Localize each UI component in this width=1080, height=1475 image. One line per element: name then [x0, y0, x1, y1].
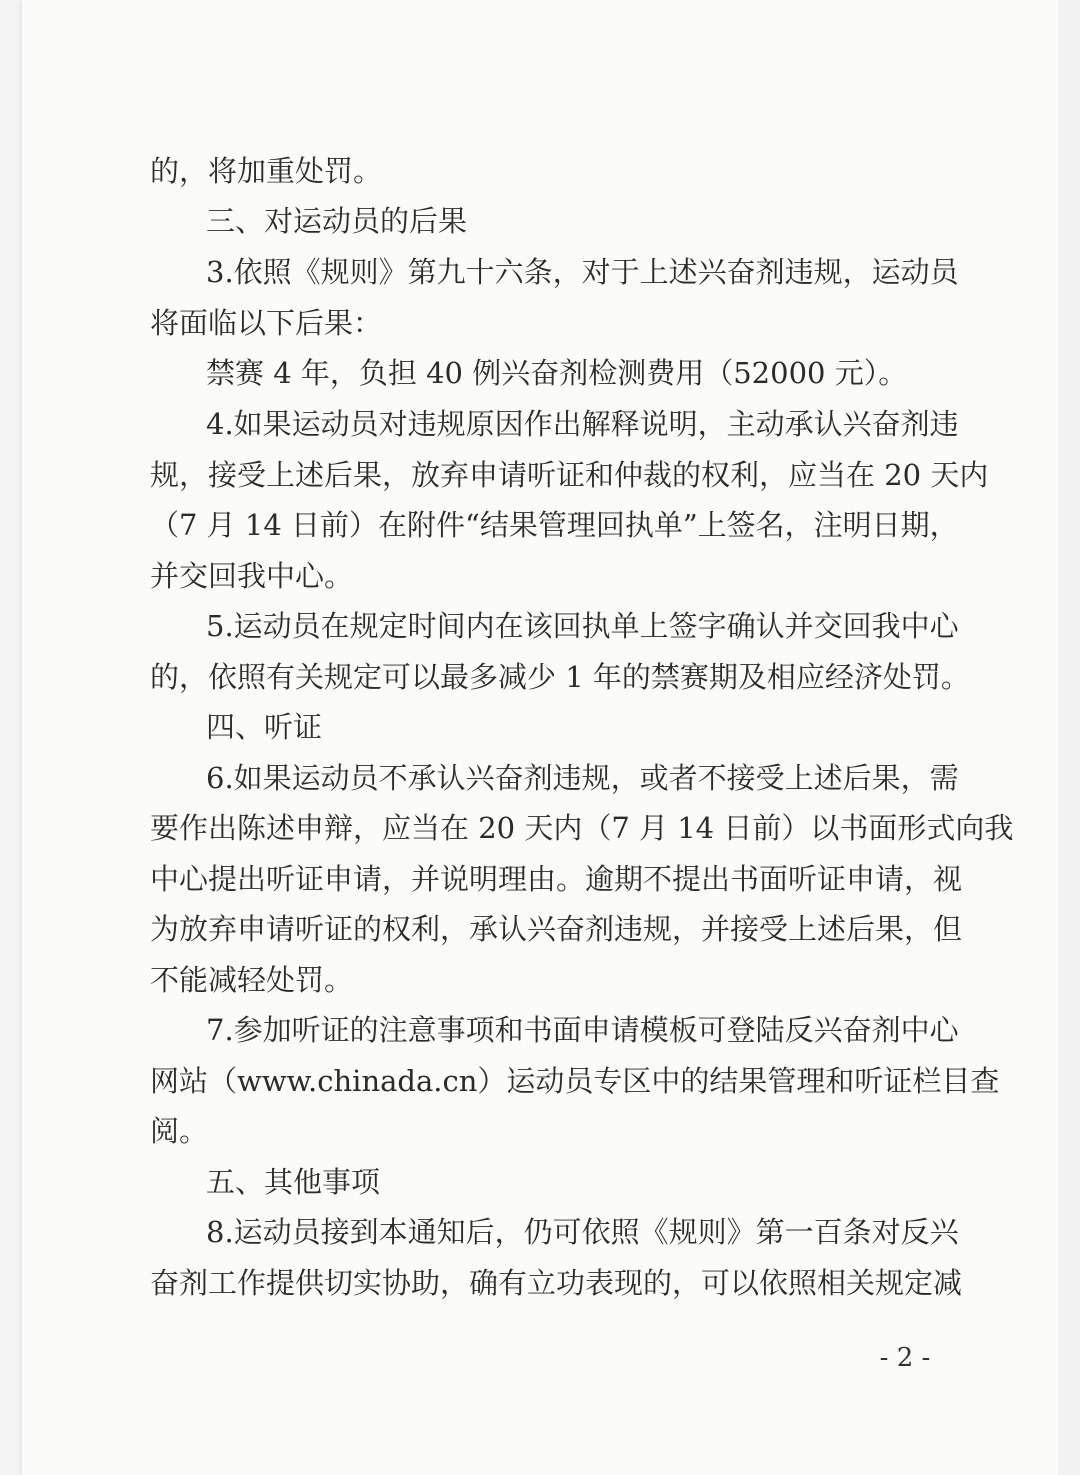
text-line: 网站（www.chinada.cn）运动员专区中的结果管理和听证栏目查: [150, 1064, 1000, 1098]
text-line: 并交回我中心。: [150, 559, 354, 593]
text-line: 不能减轻处罚。: [150, 963, 354, 997]
text-line: 中心提出听证申请，并说明理由。逾期不提出书面听证申请，视: [150, 862, 963, 896]
page-right-margin: [1058, 0, 1080, 1475]
text-line: 4.如果运动员对违规原因作出解释说明，主动承认兴奋剂违: [206, 407, 959, 441]
text-line: 规，接受上述后果，放弃申请听证和仲裁的权利，应当在 20 天内: [150, 458, 989, 492]
text-line: 阅。: [150, 1114, 209, 1148]
text-line: 7.参加听证的注意事项和书面申请模板可登陆反兴奋剂中心: [206, 1013, 959, 1047]
page-number: - 2 -: [879, 1343, 931, 1373]
page-left-margin: [0, 0, 22, 1475]
text-line: 3.依照《规则》第九十六条，对于上述兴奋剂违规，运动员: [206, 255, 959, 289]
text-line: 要作出陈述申辩，应当在 20 天内（7 月 14 日前）以书面形式向我: [150, 811, 1014, 845]
text-line: 5.运动员在规定时间内在该回执单上签字确认并交回我中心: [206, 609, 959, 643]
section-heading: 五、其他事项: [206, 1165, 381, 1199]
section-heading: 四、听证: [206, 710, 323, 744]
text-line: 将面临以下后果：: [150, 306, 383, 340]
section-heading: 三、对运动员的后果: [206, 204, 468, 238]
text-line: （7 月 14 日前）在附件“结果管理回执单”上签名，注明日期，: [150, 508, 959, 542]
text-line: 禁赛 4 年，负担 40 例兴奋剂检测费用（52000 元）。: [206, 356, 908, 390]
text-line: 8.运动员接到本通知后，仍可依照《规则》第一百条对反兴: [206, 1215, 959, 1249]
text-line: 的，依照有关规定可以最多减少 1 年的禁赛期及相应经济处罚。: [150, 660, 970, 694]
text-line: 奋剂工作提供切实协助，确有立功表现的，可以依照相关规定减: [150, 1266, 963, 1300]
text-line: 6.如果运动员不承认兴奋剂违规，或者不接受上述后果，需: [206, 761, 959, 795]
text-line: 为放弃申请听证的权利，承认兴奋剂违规，并接受上述后果，但: [150, 912, 963, 946]
text-line: 的，将加重处罚。: [150, 154, 383, 188]
